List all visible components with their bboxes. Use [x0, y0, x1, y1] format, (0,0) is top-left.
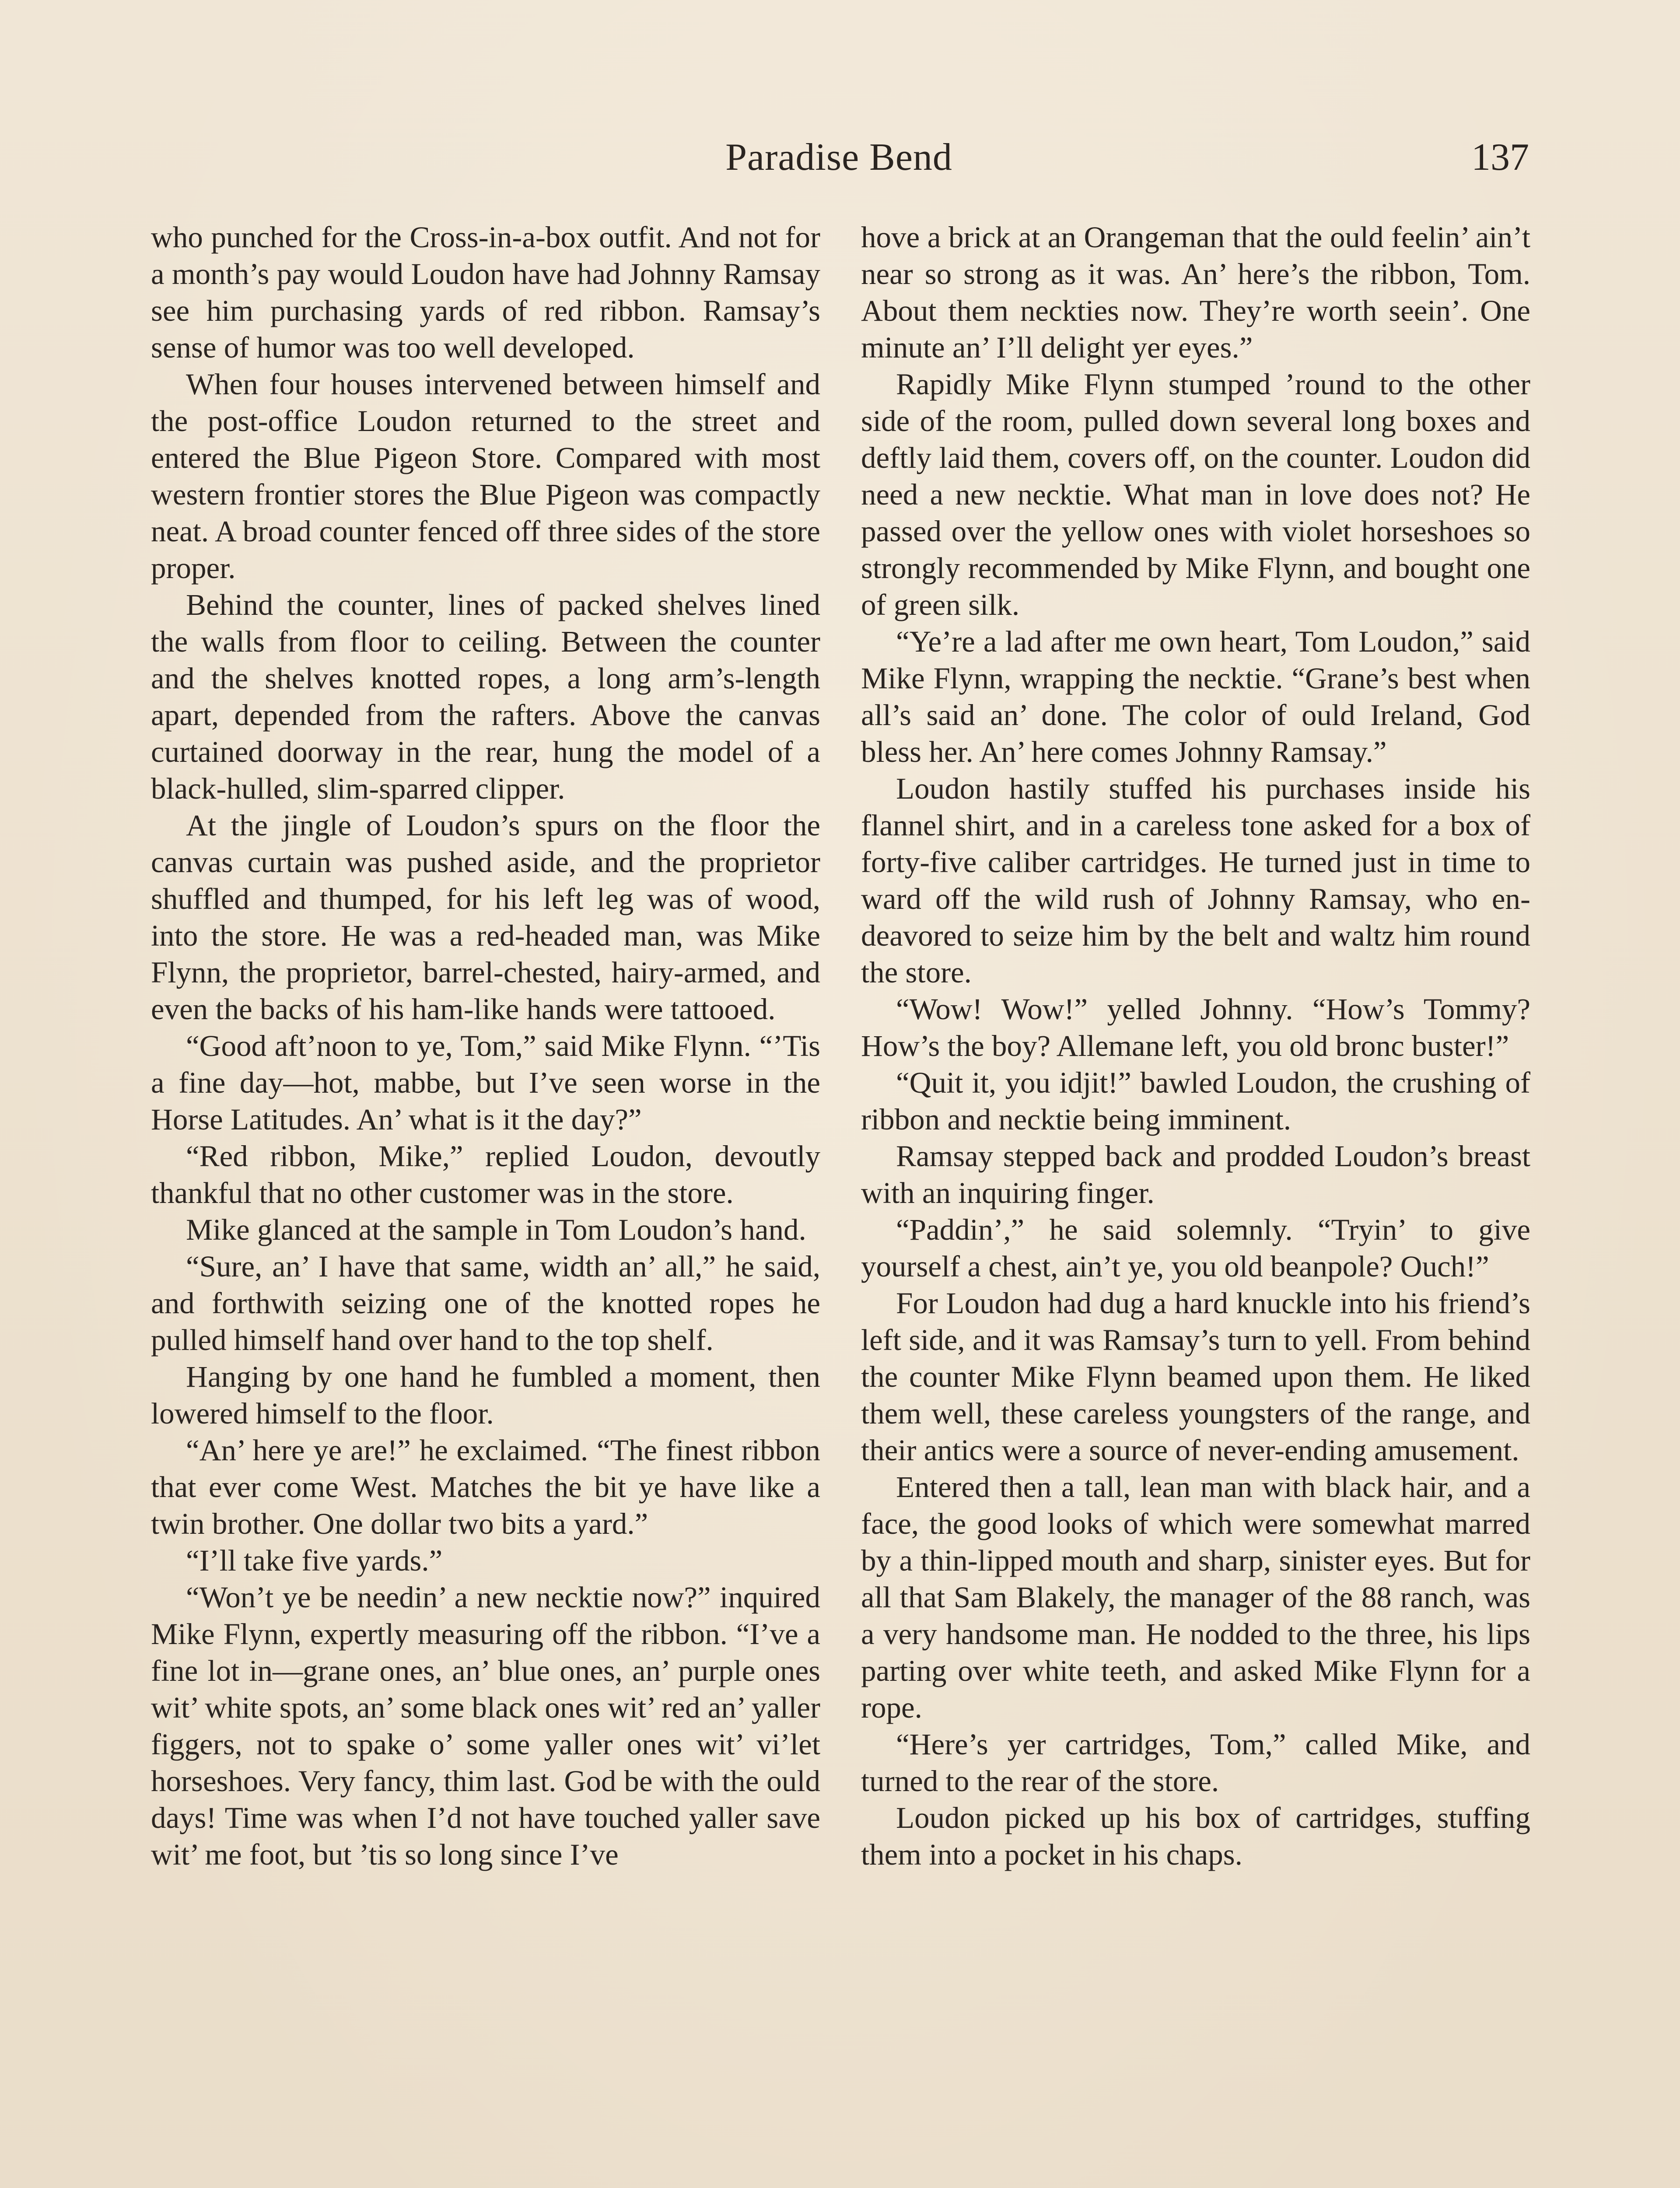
paragraph: Entered then a tall, lean man with black hair, and a face, the good looks of which were somewhat marred by a thin-lipped mouth and sharp, sinister eyes. But for all that Sam Blakely, the manager of the 88 ranch, was a very handsome man. He nodded to the three, his lips parting over white teeth, and asked Mike Flynn for a rope.: [861, 1470, 1530, 1724]
paragraph: “An’ here ye are!” he exclaimed. “The finest ribbon that ever come West. Matches the bit ye have like a twin brother. One dollar two bits a yard.”: [151, 1434, 820, 1540]
page-number: 137: [1471, 136, 1529, 179]
left-column: [151, 219, 820, 1873]
paragraph: “Ye’re a lad after me own heart, Tom Loudon,” said Mike Flynn, wrapping the necktie. “Grane’s best when all’s said an’ done. The color of ould Ireland, God bless her. An’ here comes Johnny Ramsay.”: [861, 625, 1530, 768]
paragraph: Loudon picked up his box of cartridges, stuffing them into a pocket in his chaps.: [861, 1801, 1530, 1871]
paragraph: “Good aft’noon to ye, Tom,” said Mike Flynn. “’Tis a fine day—hot, mabbe, but I’ve seen worse in the Horse Latitudes. An’ what is it the day?”: [151, 1029, 820, 1136]
paragraph: “Quit it, you idjit!” bawled Loudon, the crushing of ribbon and necktie being imminent.: [861, 1066, 1530, 1136]
paragraph: “Won’t ye be needin’ a new necktie now?” inquired Mike Flynn, expertly measuring off the ribbon. “I’ve a fine lot in—grane ones, an’ blue ones, an’ purple ones wit’ white spots, an’ some black ones wit’ red an’ yaller figgers, not to spake o’ some yaller ones wit’ vi’let horseshoes. Very fancy, thim last. God be with the ould days! Time was when I’d not have touched yaller save wit’ me foot, but ’tis so long since I’ve: [151, 1581, 820, 1871]
paragraph: When four houses intervened between himself and the post-office Loudon returned to the street and entered the Blue Pigeon Store. Compared with most western frontier stores the Blue Pigeon was compactly neat. A broad counter fenced off three sides of the store proper.: [151, 368, 820, 585]
paragraph: who punched for the Cross-in-a-box outfit. And not for a month’s pay would Loudon have had Johnny Ramsay see him purchasing yards of red ribbon. Ramsay’s sense of humor was too well developed.: [151, 221, 820, 364]
paragraph: “Red ribbon, Mike,” replied Loudon, devoutly thankful that no other customer was in the store.: [151, 1140, 820, 1210]
paragraph: “Wow! Wow!” yelled Johnny. “How’s Tommy? How’s the boy? Allemane left, you old bronc buster!”: [861, 992, 1530, 1062]
paragraph: “Paddin’,” he said solemnly. “Tryin’ to give yourself a chest, ain’t ye, you old beanpole? Ouch!”: [861, 1213, 1530, 1283]
paragraph: hove a brick at an Orangeman that the ould feelin’ ain’t near so strong as it was. An’ here’s the ribbon, Tom. About them neckties now. They’re worth seein’. One minute an’ I’ll delight yer eyes.”: [861, 221, 1530, 364]
paragraph: “Sure, an’ I have that same, width an’ all,” he said, and forthwith seizing one of the knotted ropes he pulled himself hand over hand to the top shelf.: [151, 1250, 820, 1357]
paragraph: Loudon hastily stuffed his purchases inside his flannel shirt, and in a careless tone asked for a box of forty-five caliber cartridges. He turned just in time to ward off the wild rush of Johnny Ramsay, who endeavored to seize him by the belt and waltz him round the store.: [861, 772, 1530, 989]
paragraph: Ramsay stepped back and prodded Loudon’s breast with an inquiring finger.: [861, 1140, 1530, 1210]
right-column: [861, 219, 1530, 1873]
paragraph: Behind the counter, lines of packed shelves lined the walls from floor to ceiling. Between the counter and the shelves knotted ropes, a long arm’s-length apart, depended from the rafters. Above the canvas curtained doorway in the rear, hung the model of a black-hulled, slim-sparred clipper.: [151, 588, 820, 805]
paragraph: For Loudon had dug a hard knuckle into his friend’s left side, and it was Ramsay’s turn to yell. From behind the counter Mike Flynn beamed upon them. He liked them well, these careless youngsters of the range, and their antics were a source of never-ending amusement.: [861, 1287, 1530, 1467]
paragraph: “Here’s yer cartridges, Tom,” called Mike, and turned to the rear of the store.: [861, 1728, 1530, 1798]
paragraph: Rapidly Mike Flynn stumped ’round to the other side of the room, pulled down several long boxes and deftly laid them, covers off, on the counter. Loudon did need a new necktie. What man in love does not? He passed over the yellow ones with violet horseshoes so strongly recommended by Mike Flynn, and bought one of green silk.: [861, 368, 1530, 621]
paragraph: “I’ll take five yards.”: [186, 1544, 443, 1577]
paragraph: At the jingle of Loudon’s spurs on the floor the canvas curtain was pushed aside, and the proprietor shuffled and thumped, for his left leg was of wood, into the store. He was a red-headed man, was Mike Flynn, the proprietor, barrel-chested, hairy-armed, and even the backs of his ham-like hands were tattooed.: [151, 809, 820, 1026]
paragraph: Mike glanced at the sample in Tom Loudon’s hand.: [186, 1213, 806, 1246]
paragraph: Hanging by one hand he fumbled a moment, then lowered himself to the floor.: [151, 1360, 820, 1430]
running-head: [149, 131, 1529, 184]
running-title: Paradise Bend: [725, 136, 952, 179]
